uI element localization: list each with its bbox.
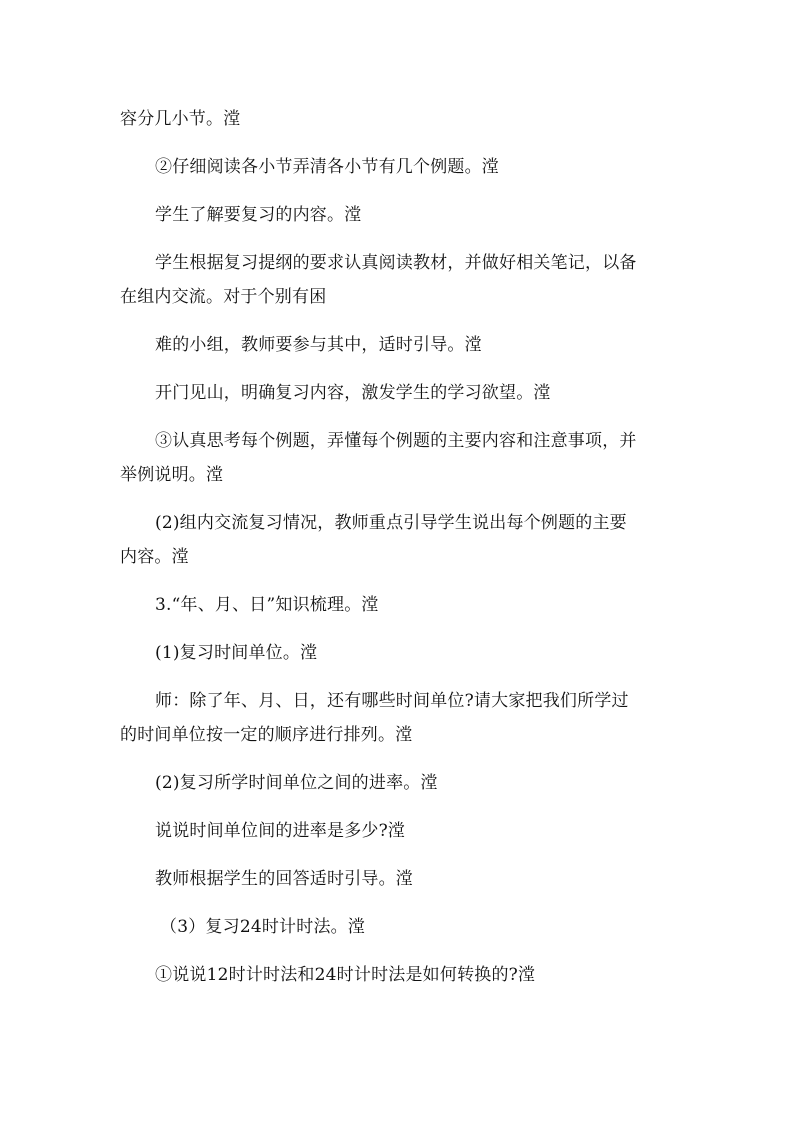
text-line-16: (2)复习所学时间单位之间的进率。漟 — [155, 773, 438, 793]
text-line-10: (2)组内交流复习情况，教师重点引导学生说出每个例题的主要 — [155, 513, 627, 533]
text-line-20: ①说说12时计时法和24时计时法是如何转换的?漟 — [155, 965, 536, 985]
text-line-5: 在组内交流。对于个别有困 — [120, 287, 327, 307]
text-line-15: 的时间单位按一定的顺序进行排列。漟 — [120, 725, 413, 745]
text-line-4: 学生根据复习提纲的要求认真阅读教材，并做好相关笔记，以备 — [155, 253, 637, 273]
text-line-12: 3.“年、月、日”知识梳理。漟 — [155, 595, 379, 615]
text-line-7: 开门见山，明确复习内容，激发学生的学习欲望。漟 — [155, 383, 551, 403]
text-line-19: （3）复习24时计时法。漟 — [160, 917, 366, 937]
text-line-17: 说说时间单位间的进率是多少?漟 — [155, 821, 406, 841]
text-line-8: ③认真思考每个例题，弄懂每个例题的主要内容和注意事项，并 — [155, 431, 637, 451]
text-line-2: ②仔细阅读各小节弄清各小节有几个例题。漟 — [155, 157, 499, 177]
text-line-1: 容分几小节。漟 — [120, 109, 241, 129]
text-line-18: 教师根据学生的回答适时引导。漟 — [155, 869, 413, 889]
text-line-14: 师：除了年、月、日，还有哪些时间单位?请大家把我们所学过 — [155, 691, 629, 711]
text-line-9: 举例说明。漟 — [120, 465, 224, 485]
text-line-11: 内容。漟 — [120, 547, 189, 567]
text-line-13: (1)复习时间单位。漟 — [155, 643, 318, 663]
text-line-6: 难的小组，教师要参与其中，适时引导。漟 — [155, 335, 482, 355]
text-line-3: 学生了解要复习的内容。漟 — [155, 205, 362, 225]
